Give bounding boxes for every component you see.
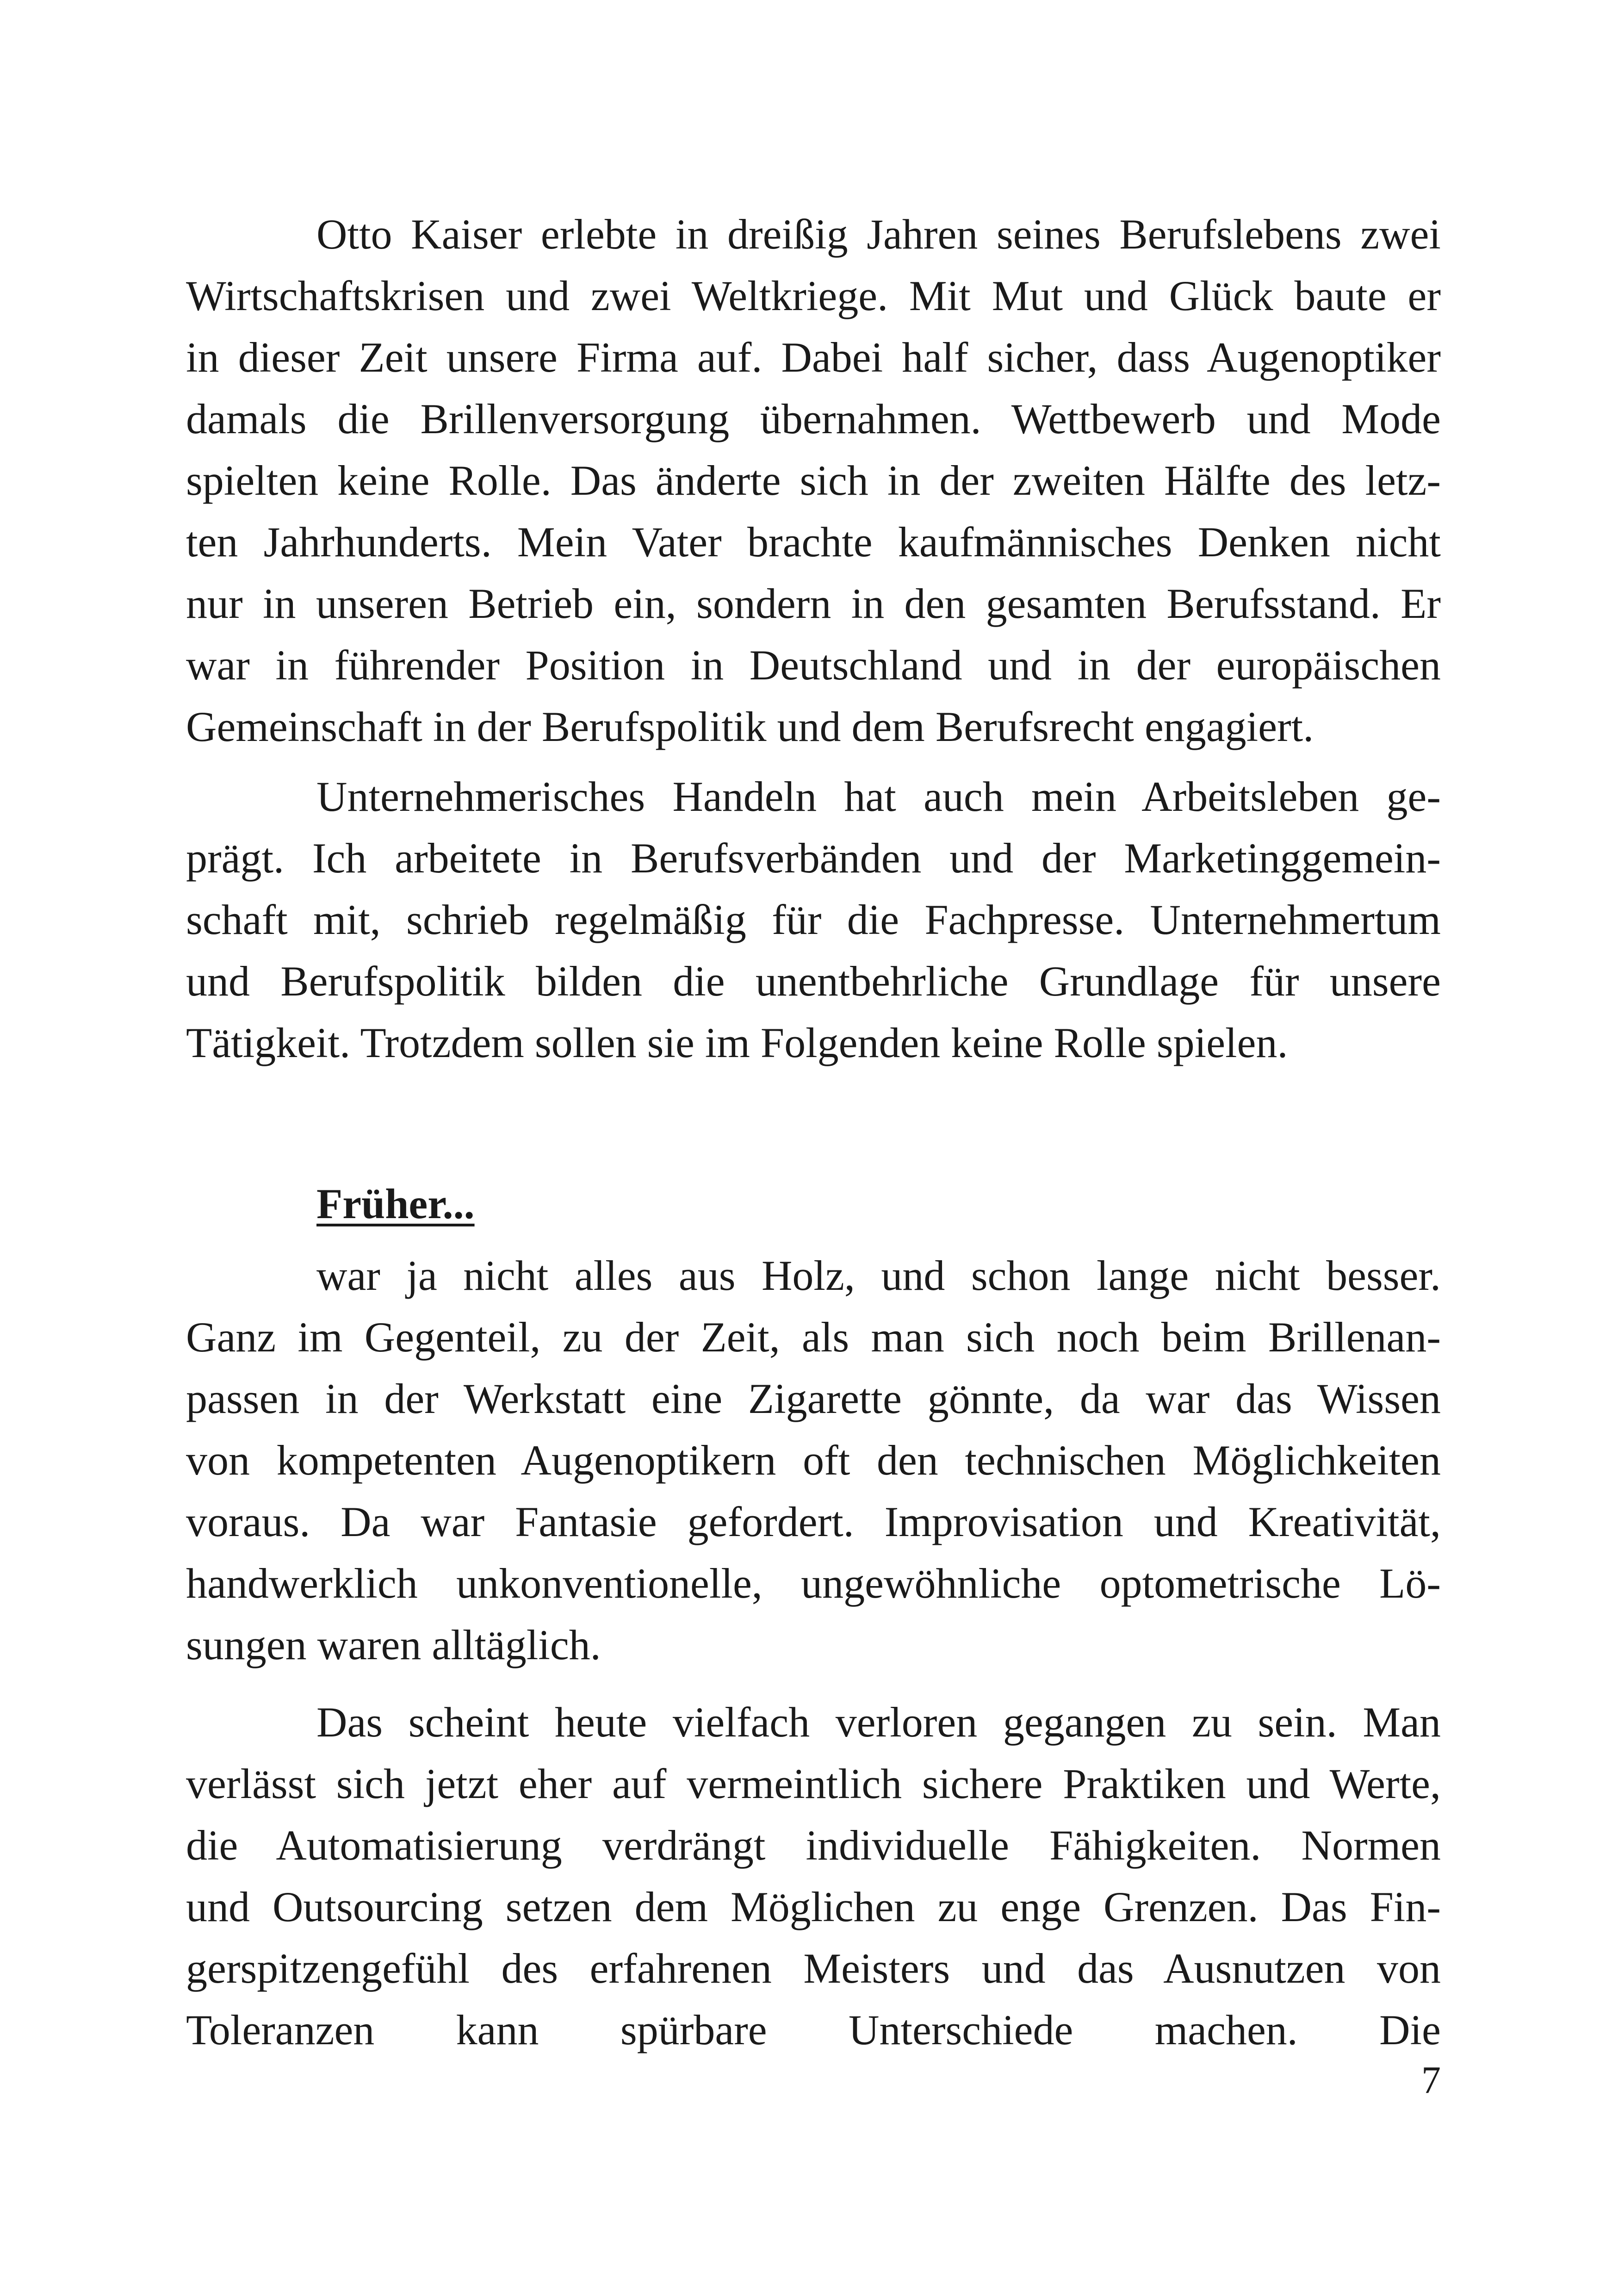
- paragraph-3: [186, 1245, 1441, 1676]
- text-line: ten Jahrhunderts. Mein Vater brachte kaufmännisches Denken nicht: [186, 518, 1441, 566]
- paragraph-4: [186, 1692, 1441, 2061]
- text-line: war in führender Position in Deutschland und in der europäischen: [186, 641, 1441, 689]
- text-line: war ja nicht alles aus Holz, und schon lange nicht besser.: [316, 1252, 1441, 1299]
- text-line: Ganz im Gegenteil, zu der Zeit, als man sich noch beim Brillenan-: [186, 1313, 1441, 1361]
- text-line: in dieser Zeit unsere Firma auf. Dabei half sicher, dass Augenoptiker: [186, 334, 1441, 381]
- text-line: und Berufspolitik bilden die unentbehrliche Grundlage für unsere: [186, 958, 1441, 1005]
- text-line: Toleranzen kann spürbare Unterschiede machen. Die: [186, 2006, 1441, 2053]
- text-line: von kompetenten Augenoptikern oft den technischen Möglichkeiten: [186, 1437, 1441, 1484]
- section-heading: Früher...: [316, 1180, 475, 1227]
- text-line: passen in der Werkstatt eine Zigarette gönnte, da war das Wissen: [186, 1375, 1441, 1422]
- text-line: Unternehmerisches Handeln hat auch mein Arbeitsleben ge-: [316, 773, 1441, 820]
- text-line: spielten keine Rolle. Das änderte sich in der zweiten Hälfte des letz-: [186, 457, 1441, 504]
- text-line: Tätigkeit. Trotzdem sollen sie im Folgenden keine Rolle spielen.: [186, 1019, 1288, 1066]
- text-line: Gemeinschaft in der Berufspolitik und dem Berufsrecht engagiert.: [186, 703, 1314, 750]
- text-line: voraus. Da war Fantasie gefordert. Improvisation und Kreativität,: [186, 1498, 1441, 1545]
- text-line: Das scheint heute vielfach verloren gegangen zu sein. Man: [316, 1699, 1441, 1746]
- text-line: damals die Brillenversorgung übernahmen. Wettbewerb und Mode: [186, 395, 1441, 442]
- text-line: sungen waren alltäglich.: [186, 1621, 601, 1668]
- text-line: prägt. Ich arbeitete in Berufsverbänden und der Marketinggemein-: [186, 834, 1441, 882]
- text-line: handwerklich unkonventionelle, ungewöhnliche optometrische Lö-: [186, 1560, 1441, 1607]
- text-line: und Outsourcing setzen dem Möglichen zu enge Grenzen. Das Fin-: [186, 1883, 1441, 1930]
- text-line: schaft mit, schrieb regelmäßig für die Fachpresse. Unternehmertum: [186, 896, 1441, 943]
- paragraph-1: [186, 204, 1441, 758]
- page-number: 7: [1421, 2059, 1441, 2102]
- paragraph-2: [186, 766, 1441, 1074]
- text-line: nur in unseren Betrieb ein, sondern in den gesamten Berufsstand. Er: [186, 580, 1441, 627]
- text-line: Otto Kaiser erlebte in dreißig Jahren seines Berufslebens zwei: [316, 211, 1441, 258]
- text-line: verlässt sich jetzt eher auf vermeintlich sichere Praktiken und Werte,: [186, 1760, 1441, 1807]
- text-line: gerspitzengefühl des erfahrenen Meisters und das Ausnutzen von: [186, 1945, 1441, 1992]
- text-line: Wirtschaftskrisen und zwei Weltkriege. Mit Mut und Glück baute er: [186, 272, 1441, 319]
- text-line: die Automatisierung verdrängt individuelle Fähigkeiten. Normen: [186, 1822, 1441, 1869]
